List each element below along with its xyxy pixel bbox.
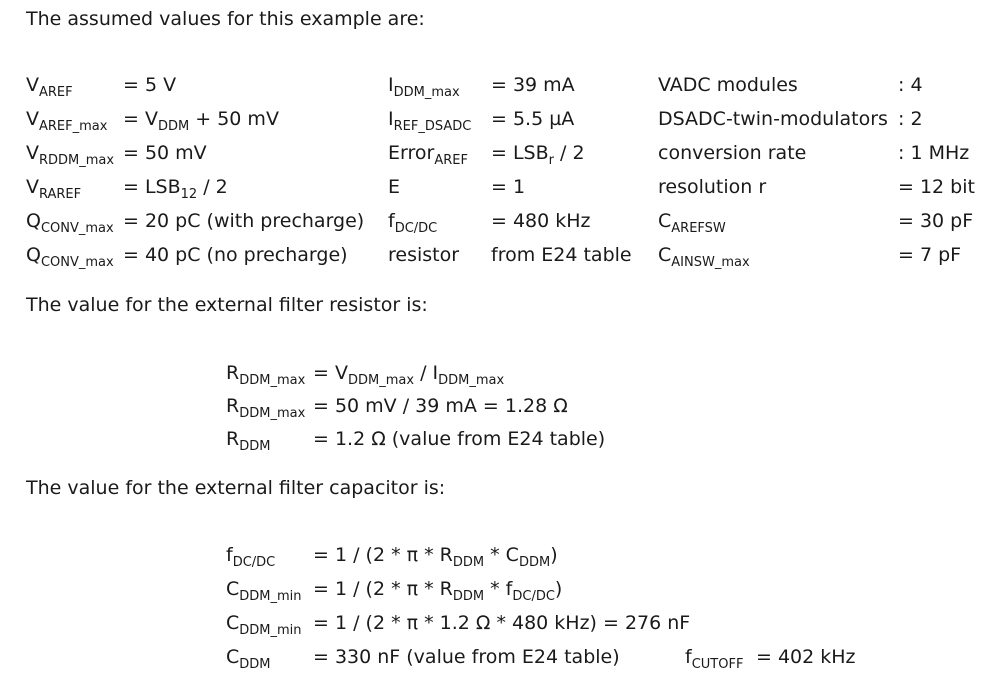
param-label: $f_{DC/DC}$: [388, 210, 438, 236]
param-label: VADC modules: [658, 74, 798, 96]
param-value: = 40 pC (no precharge): [123, 244, 348, 266]
eq-label: $R_{DDM\_max}$: [226, 395, 306, 421]
eq-value: = 1 / (2 * π * $R_{DDM} * f_{DC/DC}$): [313, 578, 563, 604]
param-value: from E24 table: [491, 244, 632, 266]
param-value: = 12 bit: [898, 176, 975, 198]
param-value: : 4: [898, 74, 923, 96]
param-label: $I_{DDM\_max}$: [388, 74, 460, 100]
param-label: $C_{AINSW\_max}$: [658, 244, 750, 270]
eq-label: $R_{DDM}$: [226, 428, 271, 454]
param-label: $V_{RDDM\_max}$: [26, 142, 115, 168]
param-label: resolution r: [658, 176, 767, 198]
param-value: = $V_{DDM} + 50$ mV: [123, 108, 279, 134]
param-label: conversion rate: [658, 142, 807, 164]
param-value: = 30 pF: [898, 210, 974, 232]
param-value: = $LSB_{12} / 2$: [123, 176, 228, 202]
eq-label: $f_{DC/DC}$: [226, 544, 276, 570]
param-label: $V_{AREF\_max}$: [26, 108, 108, 134]
param-value: : 2: [898, 108, 923, 130]
cutoff-value: = 402 kHz: [756, 646, 856, 668]
resistor-heading: The value for the external filter resistor is:: [26, 294, 428, 316]
eq-label: $C_{DDM}$: [226, 646, 271, 672]
eq-value: = 1 / (2 * π * $R_{DDM} * C_{DDM}$): [313, 544, 558, 570]
eq-label: $C_{DDM\_min}$: [226, 612, 302, 638]
eq-value: = 1 / (2 * π * 1.2 Ω * 480 kHz) = 276 nF: [313, 612, 691, 634]
param-label: $C_{AREFSW}$: [658, 210, 726, 236]
param-label: $V_{AREF}$: [26, 74, 73, 100]
param-value: = 20 pC (with precharge): [123, 210, 365, 232]
param-value: = 39 mA: [491, 74, 575, 96]
eq-value: = 50 mV / 39 mA = 1.28 Ω: [313, 395, 568, 417]
param-value: = 5 V: [123, 74, 177, 96]
cutoff-label: $f_{CUTOFF}$: [685, 646, 744, 672]
param-value: = 480 kHz: [491, 210, 591, 232]
param-label: $Q_{CONV\_max}$: [26, 210, 114, 236]
param-label: Error$_{AREF}$: [388, 142, 468, 168]
eq-label: $C_{DDM\_min}$: [226, 578, 302, 604]
param-value: : 1 MHz: [898, 142, 970, 164]
param-value: = 50 mV: [123, 142, 207, 164]
capacitor-heading: The value for the external filter capacitor is:: [26, 477, 446, 499]
eq-value: = 330 nF (value from E24 table): [313, 646, 620, 668]
param-label: $I_{REF\_DSADC}$: [388, 108, 472, 134]
intro-text: The assumed values for this example are:: [26, 8, 425, 30]
eq-value: = $V_{DDM\_max} / I_{DDM\_max}$: [313, 362, 505, 388]
eq-value: = 1.2 Ω (value from E24 table): [313, 428, 606, 450]
param-label: $V_{RAREF}$: [26, 176, 82, 202]
param-label: E: [388, 176, 401, 198]
param-label: $Q_{CONV\_max}$: [26, 244, 114, 270]
param-value: = 1: [491, 176, 526, 198]
param-label: DSADC-twin-modulators: [658, 108, 888, 130]
param-label: resistor: [388, 244, 460, 266]
param-value: = 5.5 µA: [491, 108, 575, 130]
param-value: = 7 pF: [898, 244, 962, 266]
param-value: = $LSB_r / 2$: [491, 142, 585, 168]
eq-label: $R_{DDM\_max}$: [226, 362, 306, 388]
